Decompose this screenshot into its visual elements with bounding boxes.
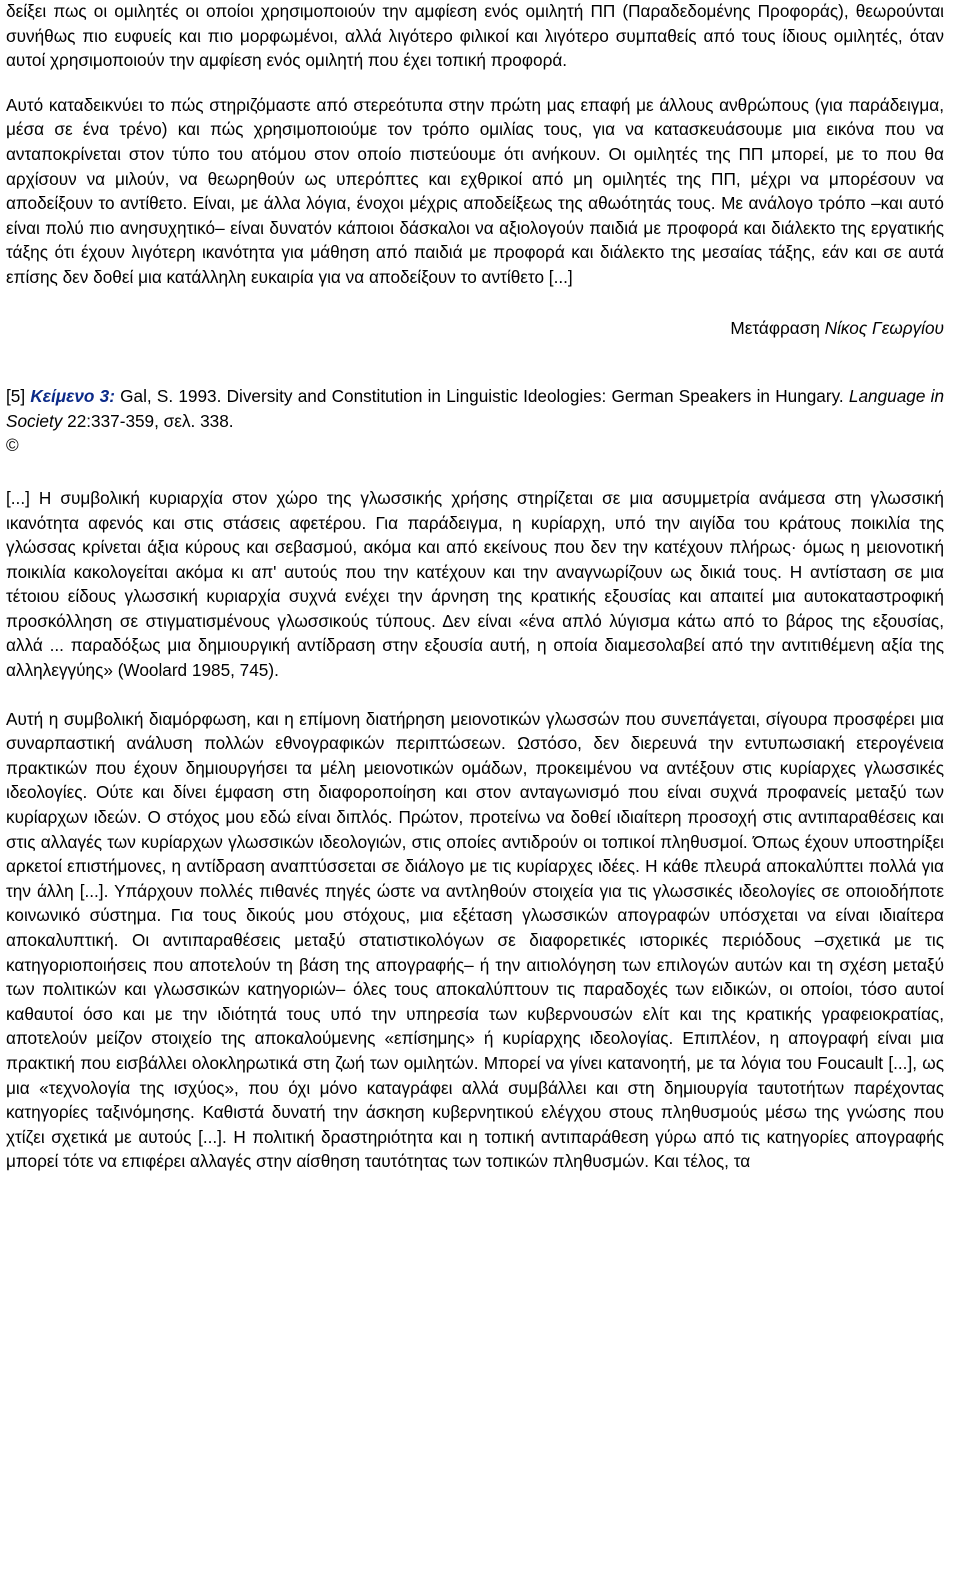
paragraph-census-ideologies: Αυτή η συμβολική διαμόρφωση, και η επίμονη διατήρηση μειονοτικών γλωσσών που συνεπάγεται, σίγουρα προσφέρει μια συναρπαστική ανάλυση πολλών εθνογραφικών περιπτώσεων. Ωστόσο, δεν διερευνά την εντυπωσιακή ετερογένεια πρακτικών που έχουν δημιουργήσει τα μέλη μειονοτικών ομάδων, προκειμένου να αντέξουν στις κυρίαρχες γλωσσικές ιδεολογίες. Ούτε και δίνει έμφαση στη διαφοροποίηση και στον ανταγωνισμό που είναι συχνά προφανείς μεταξύ των κυρίαρχων ιδεών. Ο στόχος μου εδώ είναι διπλός. Πρώτον, προτείνω να δοθεί ιδιαίτερη προσοχή στις αντιπαραθέσεις και στις αλλαγές των κυρίαρχων γλωσσικών ιδεολογιών, στις οποίες αντιδρούν οι τοπικοί πληθυσμοί. Όπως έχουν υποστηρίξει αρκετοί επιστήμονες, η αντίδραση αναπτύσσεται σε διάλογο με τις κυρίαρχες ιδέες. Η κάθε πλευρά αποκαλύπτει πολλά για την άλλη [...]. Υπάρχουν πολλές πιθανές πηγές ώστε να αντληθούν στοιχεία για τις γλωσσικές ιδεολογίες σε οποιοδήποτε κοινωνικό σύστημα. Για τους δικούς μου στόχους, μια εξέταση γλωσσικών απογραφών υπόσχεται να είναι ιδιαίτερα αποκαλυπτική. Οι αντιπαραθέσεις μεταξύ στατιστικολόγων σε διαφορετικές ιστορικές περιόδους –σχετικά με τις κατηγοριοποιήσεις που αποτελούν τη βάση της απογραφής– ή την αιτιολόγηση των επιλογών αυτών και τη σχέση μεταξύ των πολιτικών και γλωσσικών κατηγοριών– όλες τους αποκαλύπτουν τις παραδοχές των ειδικών, οι οποίοι, τόσο αυτοί καθαυτοί όσο και με την ιδιότητά τους υπό την υπηρεσία των κυβερνουσών ελίτ και της κρατικής γραφειοκρατίας, αποτελούν μείζον στοιχείο της αποκαλούμενης «επίσημης» ή κυρίαρχης ιδεολογίας. Επιπλέον, η απογραφή είναι μια πρακτική που εισβάλλει ολοκληρωτικά στη ζωή των ομιλητών. Μπορεί να γίνει κατανοητή, με τα λόγια του Foucault [...], ως μια «τεχνολογία της ισχύος», που όχι μόνο καταγράφει αλλά συμβάλλει και στη δημιουργία ταυτοτήτων παρέχοντας κατηγορίες ταξινόμησης. Καθιστά δυνατή την άσκηση κυβερνητικού ελέγχου στους πληθυσμούς μέσω της γνώσης που χτίζει σχετικά με αυτούς [...]. Η πολιτική δραστηριότητα και η τοπική αντιπαράθεση γύρω από τις κατηγορίες απογραφής μπορεί τότε να επιφέρει αλλαγές στην αίσθηση ταυτότητας των τοπικών πληθυσμών. Και τέλος, τα [6, 708, 944, 1172]
reference-journal: Language in Society [6, 386, 944, 431]
paragraph-intro: δείξει πως οι ομιλητές οι οποίοι χρησιμοποιούν την αμφίεση ενός ομιλητή ΠΠ (Παραδεδομένης Προφοράς), θεωρούνται συνήθως πιο ευφυείς και πιο μορφωμένοι, αλλά λιγότερο φιλικοί και λιγότερο συμπαθείς από τους ίδιους ομιλητές, όταν αυτοί χρησιμοποιούν την αμφίεση ενός ομιλητή που έχει τοπική προφορά. [6, 1, 944, 71]
paragraph-symbolic-domination: [...] Η συμβολική κυριαρχία στον χώρο της γλωσσικής χρήσης στηρίζεται σε μια ασυμμετρία ανάμεσα στη γλωσσική ικανότητα αφενός και στις στάσεις αφετέρου. Για παράδειγμα, η κυρίαρχη, υπό την αιγίδα του κράτους ποικιλία της γλώσσας κρίνεται άξια κύρους και σεβασμού, ακόμα και από εκείνους που δεν την κατέχουν πλήρως· όμως η μειονοτική ποικιλία κακολογείται ακόμα κι απ' αυτούς που την κατέχουν και την αναγνωρίζουν ως δικιά τους. Η αντίσταση σε μια τέτοιου είδους γλωσσική κυριαρχία συχνά ενέχει την άρνηση της κρατικής εξουσίας και απαιτεί μια αυτοκαταστροφική προσκόλληση σε στιγματισμένους γλωσσικούς τύπους. Δεν είναι «ένα απλό λύγισμα κάτω από το βάρος της εξουσίας, αλλά ... παραδόξως μια δημιουργική αντίδραση στην εξουσία αυτή, η οποία διαμεσολαβεί από την αντιτιθέμενη αξία της αλληλεγγύης» (Woolard 1985, 745). [6, 487, 944, 681]
reference-number: [5] [6, 386, 31, 407]
reference-text-authors: Gal, S. 1993. Diversity and Constitution in Linguistic Ideologies: German Speakers in Hungary. [114, 386, 849, 407]
reference-keyword: Κείμενο 3: [30, 386, 115, 407]
translator-credit [6, 316, 944, 341]
document-page [6, 0, 944, 1174]
copyright-symbol: © [6, 435, 19, 456]
paragraph-stereotypes: Αυτό καταδεικνύει το πώς στηριζόμαστε από στερεότυπα στην πρώτη μας επαφή με άλλους ανθρώπους (για παράδειγμα, μέσα σε ένα τρένο) και πώς χρησιμοποιούμε τον τρόπο ομιλίας τους, για να κατασκευάσουμε μια εικόνα που να ανταποκρίνεται στον τύπο του ατόμου στον οποίο πιστεύουμε ότι ανήκουν. Οι ομιλητές της ΠΠ μπορεί, με το που θα αρχίσουν να μιλούν, να θεωρηθούν ως υπερόπτες και εχθρικοί από μη ομιλητές της ΠΠ, μέχρι να μπορέσουν να αποδείξουν το αντίθετο. Είναι, με άλλα λόγια, ένοχοι μέχρις αποδείξεως της αθωότητάς τους. Με ανάλογο τρόπο –και αυτό είναι πολύ πιο ανησυχητικό– είναι δυνατόν κάποιοι δάσκαλοι να αξιολογούν παιδιά με προφορά και διάλεκτο της εργατικής τάξης ότι έχουν λιγότερη ικανότητα για μάθηση από παιδιά με προφορά και διάλεκτο της μεσαίας τάξης, εάν και σε αυτά επίσης δεν δοθεί μια κατάλληλη ευκαιρία για να αποδείξουν το αντίθετο [...] [6, 94, 944, 287]
reference-citation [6, 384, 944, 433]
reference-pages: 22:337-359, σελ. 338. [62, 410, 234, 431]
translator-label: Μετάφραση [730, 317, 825, 338]
translator-name: Νίκος Γεωργίου [824, 317, 944, 338]
